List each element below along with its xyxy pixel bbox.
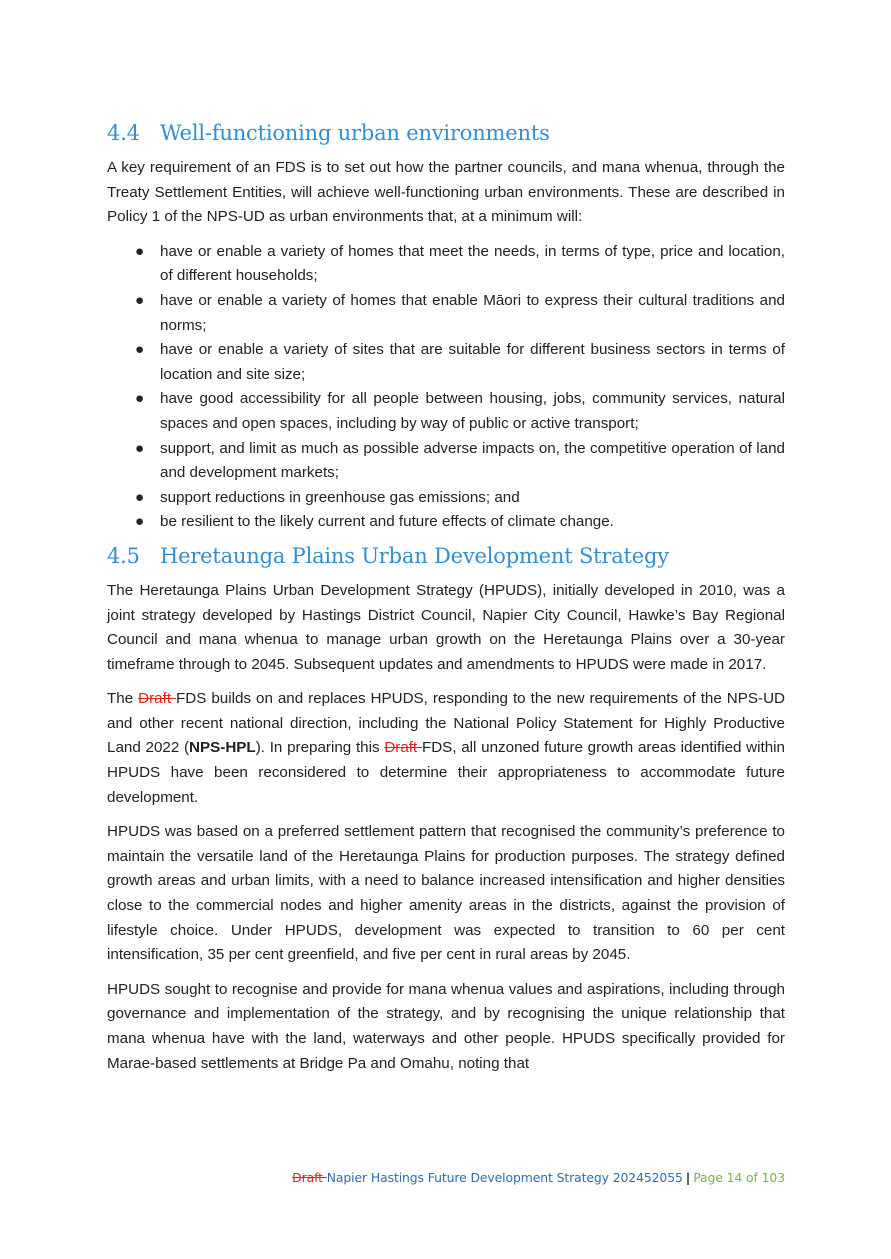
deleted-text: Draft bbox=[138, 690, 177, 708]
bullet-icon: ● bbox=[135, 513, 145, 531]
section-title: Heretaunga Plains Urban Development Strategy bbox=[160, 543, 669, 568]
page-content bbox=[107, 116, 785, 1086]
requirements-list bbox=[107, 240, 785, 535]
bold-term: NPS-HPL bbox=[189, 739, 256, 757]
list-item: ● support, and limit as much as possible adverse impacts on, the competitive operation of land and development markets; bbox=[107, 437, 785, 486]
list-item: ● have or enable a variety of homes that enable Māori to express their cultural traditions and norms; bbox=[107, 289, 785, 338]
list-item: ● have or enable a variety of sites that are suitable for different business sectors in terms of location and site size; bbox=[107, 338, 785, 387]
section-title: Well-functioning urban environments bbox=[160, 121, 550, 145]
bullet-icon: ● bbox=[135, 242, 145, 260]
bullet-icon: ● bbox=[135, 291, 145, 309]
footer-separator: | bbox=[685, 1170, 691, 1185]
page-footer bbox=[0, 1168, 785, 1188]
list-item: ● have or enable a variety of homes that meet the needs, in terms of type, price and location, of different households; bbox=[107, 240, 785, 289]
bullet-icon: ● bbox=[135, 390, 145, 408]
section-number: 4.4 bbox=[107, 121, 140, 145]
footer-page-number: Page 14 of 103 bbox=[693, 1170, 785, 1185]
section-number: 4.5 bbox=[107, 543, 140, 568]
section-heading-4-5 bbox=[107, 539, 785, 573]
list-item: ● be resilient to the likely current and future effects of climate change. bbox=[107, 510, 785, 535]
hpuds-paragraph-4: HPUDS sought to recognise and provide for mana whenua values and aspirations, including through governance and implementation of the strategy, and by recognising the unique relationship that mana whenua have with the land, waterways and other people. HPUDS specifically provided for Marae-based settlements at Bridge Pa and Omahu, noting that bbox=[107, 980, 785, 1072]
hpuds-paragraph-3: HPUDS was based on a preferred settlement pattern that recognised the community’s preference to maintain the versatile land of the Heretaunga Plains for production purposes. The strategy defined growth areas and urban limits, with a need to balance increased intensification and higher densities close to the commercial nodes and higher amenity areas in the districts, against the provision of lifestyle choice. Under HPUDS, development was expected to transition to 60 per cent intensification, 35 per cent greenfield, and five per cent in rural areas by 2045. bbox=[107, 823, 785, 964]
bullet-icon: ● bbox=[135, 341, 145, 359]
bullet-icon: ● bbox=[135, 488, 145, 506]
section-heading-4-4 bbox=[107, 116, 785, 150]
hpuds-paragraph-1: The Heretaunga Plains Urban Development Strategy (HPUDS), initially developed in 2010, was a joint strategy developed by Hastings District Council, Napier City Council, Hawke’s Bay Regional Council and mana whenua to manage urban growth on the Heretaunga Plains over a 30-year timeframe through to 2045. Subsequent updates and amendments to HPUDS were made in 2017. bbox=[107, 581, 785, 673]
list-item: ● have good accessibility for all people between housing, jobs, community services, natural spaces and open spaces, including by way of public or active transport; bbox=[107, 387, 785, 436]
footer-deleted-text: Draft bbox=[292, 1170, 327, 1185]
bullet-icon: ● bbox=[135, 439, 145, 457]
intro-paragraph: A key requirement of an FDS is to set out how the partner councils, and mana whenua, through the Treaty Settlement Entities, will achieve well-functioning urban environments. These are described in Policy 1 of the NPS-UD as urban environments that, at a minimum will: bbox=[107, 159, 785, 226]
list-item: ● support reductions in greenhouse gas emissions; and bbox=[107, 486, 785, 511]
footer-document-title: Napier Hastings Future Development Strategy 202452055 bbox=[326, 1170, 683, 1185]
deleted-text: Draft bbox=[384, 739, 422, 757]
hpuds-paragraph-2: The Draft FDS builds on and replaces HPUDS, responding to the new requirements of the NPS-UD and other recent national direction, including the National Policy Statement for Highly Productive Land 2022 (NPS-HPL). In preparing this Draft FDS, all unzoned future growth areas identified within HPUDS have been reconsidered to determine their appropriateness to accommodate future development. bbox=[107, 690, 786, 806]
